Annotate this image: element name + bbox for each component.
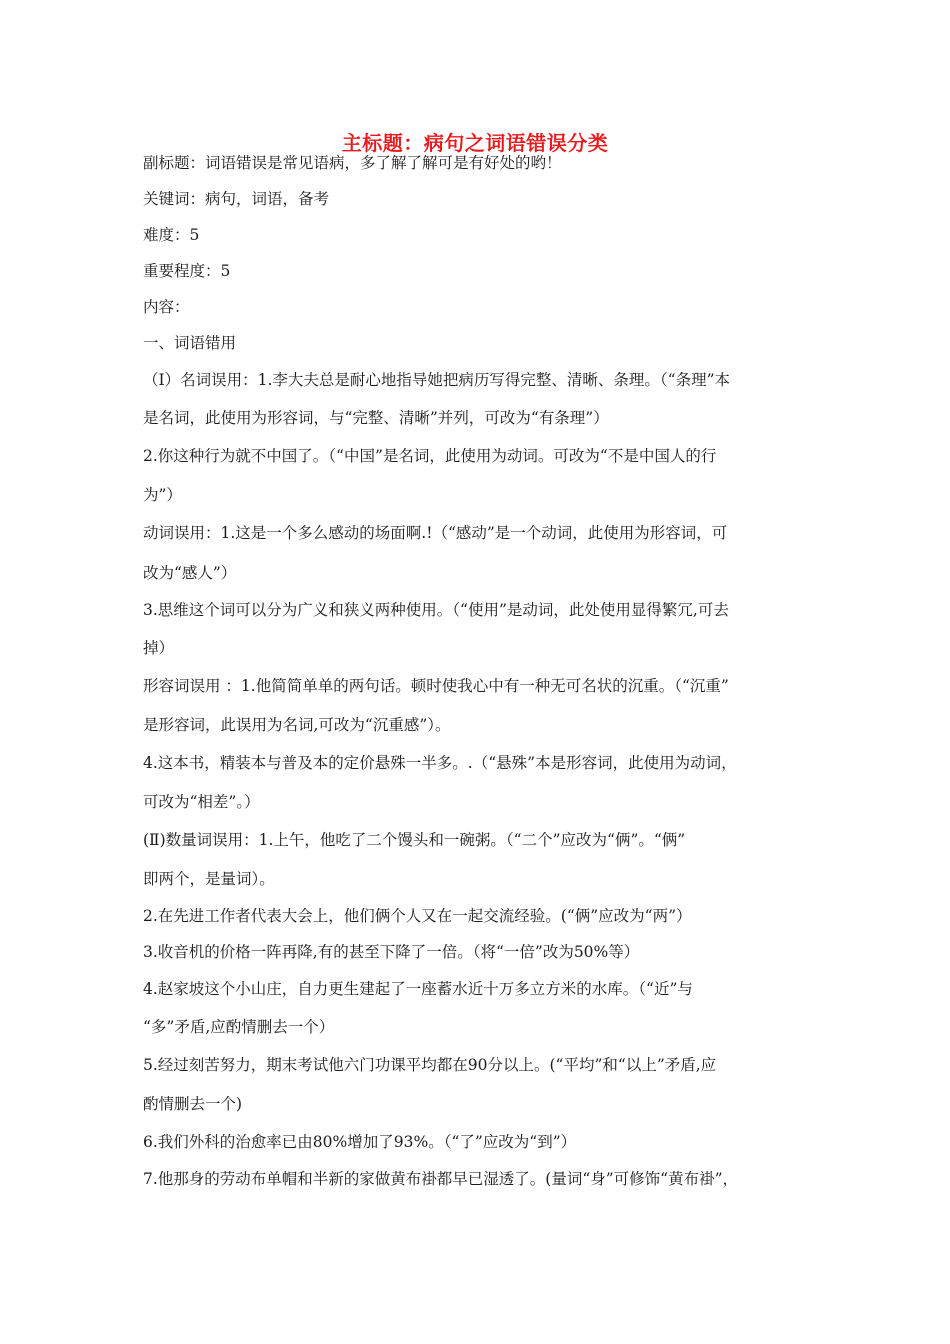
body-line: 2.在先进工作者代表大会上，他们俩个人又在一起交流经验。(“俩”应改为“两”） <box>143 907 692 925</box>
body-line: 可改为“相差”。） <box>143 793 260 811</box>
section-heading: 一、词语错用 <box>143 334 237 352</box>
body-line: 为”） <box>143 486 182 504</box>
body-line: 是名词，此使用为形容词，与“完整、清晰”并列，可改为“有条理”） <box>143 409 609 427</box>
body-line: 掉） <box>143 639 175 657</box>
document-title: 主标题：病句之词语错误分类 <box>341 131 609 155</box>
body-line: 7.他那身的劳动布单帽和半新的家做黄布褂都早已湿透了。(量词“身”可修饰“黄布褂”， <box>143 1170 739 1188</box>
subtitle-line: 副标题：词语错误是常见语病，多了解了解可是有好处的哟！ <box>143 154 562 172</box>
body-line: 酌情删去一个) <box>143 1095 243 1113</box>
body-line: （Ⅰ）名词误用：1.李大夫总是耐心地指导她把病历写得完整、清晰、条理。（“条理”本 <box>143 371 731 389</box>
body-line: 动词误用：1.这是一个多么感动的场面啊.!（“感动”是一个动词，此使用为形容词，可 <box>143 524 728 542</box>
body-line: 4.赵家坡这个小山庄，自力更生建起了一座蓄水近十万多立方米的水库。（“近”与 <box>143 980 693 998</box>
body-line: 5.经过刻苦努力，期末考试他六门功课平均都在90分以上。(“平均”和“以上”矛盾,应 <box>143 1056 717 1074</box>
body-line: 3.收音机的价格一阵再降,有的甚至下降了一倍。（将“一倍”改为50%等） <box>143 943 640 961</box>
keywords-line: 关键词：病句，词语，备考 <box>143 190 330 208</box>
body-line: 2.你这种行为就不中国了。（“中国”是名词，此使用为动词。可改为“不是中国人的行 <box>143 447 717 465</box>
importance-line: 重要程度：5 <box>143 262 231 280</box>
body-line: 即两个，是量词）。 <box>143 870 275 888</box>
body-line: 形容词误用 ：1.他简简单单的两句话。顿时使我心中有一种无可名状的沉重。（“沉重” <box>143 677 729 695</box>
difficulty-line: 难度：5 <box>143 226 200 244</box>
content-label: 内容： <box>143 298 190 316</box>
body-line: 改为“感人”） <box>143 564 237 582</box>
body-line: 3.思维这个词可以分为广义和狭义两种使用。（“使用”是动词，此处使用显得繁冗,可去 <box>143 601 729 619</box>
body-line: (Ⅱ)数量词误用：1.上午，他吃了二个馒头和一碗粥。（“二个”应改为“俩”。“俩” <box>143 831 686 849</box>
body-line: 6.我们外科的治愈率已由80%增加了93%。（“了”应改为“到”） <box>143 1133 577 1151</box>
body-line: 是形容词，此误用为名词,可改为“沉重感”）。 <box>143 716 451 734</box>
body-line: 4.这本书，精装本与普及本的定价悬殊一半多。.（“悬殊”本是形容词，此使用为动词， <box>143 754 737 772</box>
body-line: “多”矛盾,应酌情删去一个） <box>143 1018 335 1036</box>
